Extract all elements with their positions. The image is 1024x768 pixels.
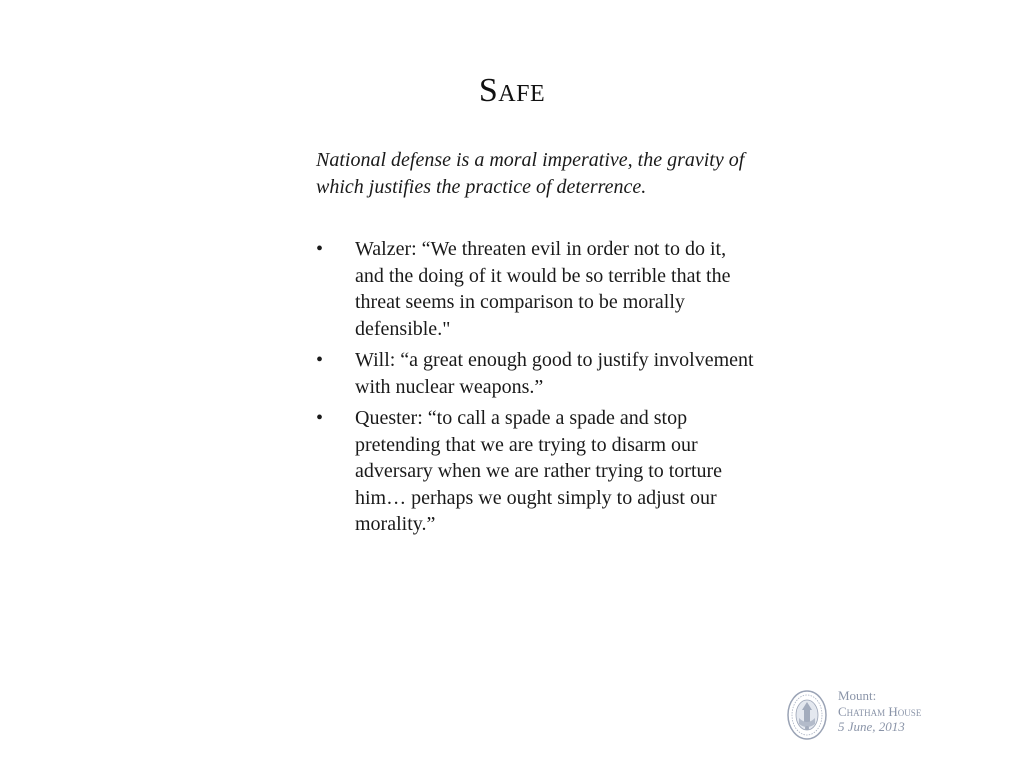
footer-line-venue: Chatham House	[838, 703, 922, 719]
bullet-dot: •	[316, 349, 324, 371]
university-seal-icon	[786, 688, 828, 742]
bullet-item-will	[316, 347, 756, 400]
bullet-dot: •	[316, 407, 324, 429]
bullet-text: Walzer: “We threaten evil in order not to do it, and the doing of it would be so terrible that the threat seems in comparison to be morally defensible."	[355, 238, 731, 340]
footer-text	[838, 688, 921, 735]
bullet-dot: •	[316, 238, 324, 260]
bullet-list	[316, 236, 756, 538]
bullet-text: Will: “a great enough good to justify involvement with nuclear weapons.”	[355, 349, 754, 398]
slide-content	[316, 147, 756, 543]
footer-line-date: 5 June, 2013	[838, 719, 905, 734]
lead-statement: National defense is a moral imperative, the gravity of which justifies the practice of deterrence.	[316, 149, 745, 198]
bullet-item-walzer	[316, 236, 756, 342]
slide-title: Safe	[478, 72, 546, 109]
slide-footer	[786, 688, 986, 744]
bullet-text: Quester: “to call a spade a spade and stop pretending that we are trying to disarm our adversary when we are rather trying to torture him… perhaps we ought simply to adjust our morality.”	[355, 407, 723, 535]
bullet-item-quester	[316, 405, 756, 538]
footer-line-event: Mount:	[838, 688, 877, 703]
